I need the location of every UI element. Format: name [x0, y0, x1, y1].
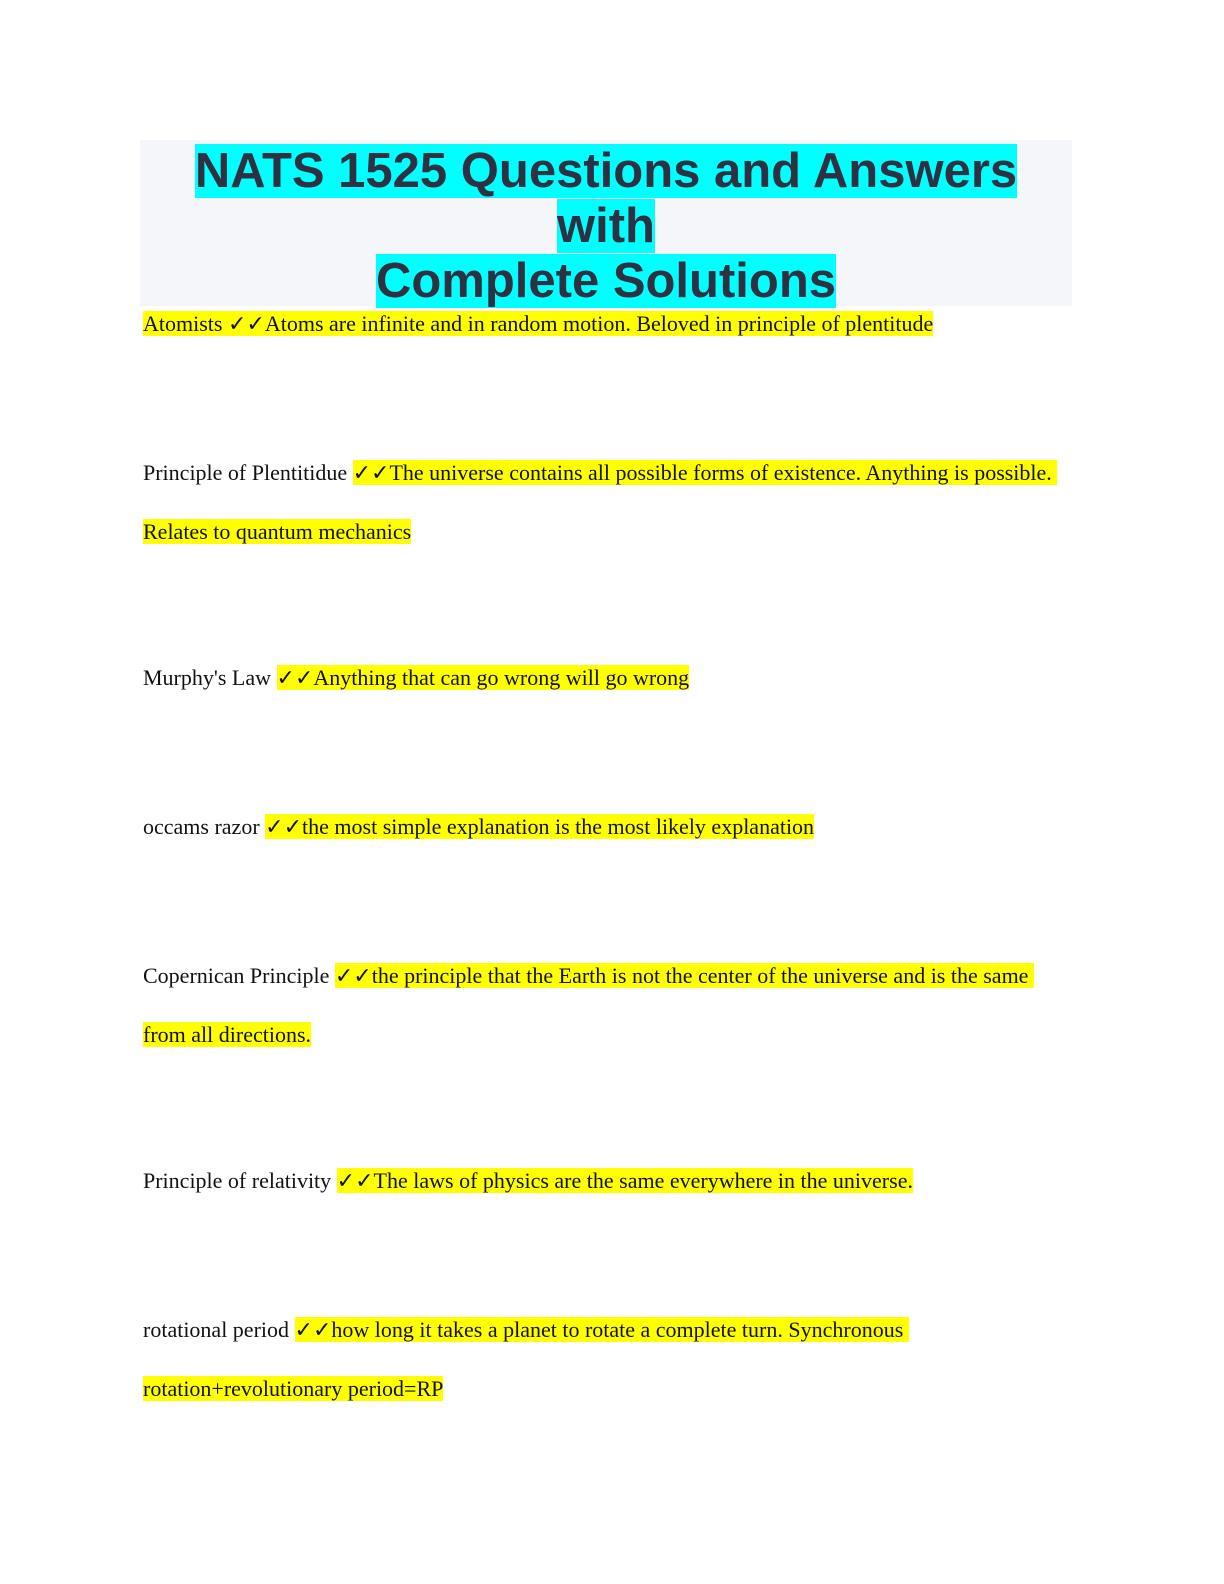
entry-atomists [143, 294, 1063, 353]
entry-definition: Anything that can go wrong will go wrong [313, 665, 690, 690]
check-icon: ✓✓ [276, 665, 314, 690]
entry-term: Principle of relativity [143, 1168, 332, 1193]
entry-definition: the most simple explanation is the most likely explanation [302, 814, 815, 839]
check-icon: ✓✓ [265, 814, 303, 839]
entry-occams-razor [143, 797, 1063, 856]
title-line-1: NATS 1525 Questions and Answers with [194, 144, 1018, 253]
check-icon: ✓✓ [334, 963, 372, 988]
entry-term: Principle of Plentitidue [143, 460, 348, 485]
title-line-2: Complete Solutions [375, 254, 837, 308]
entry-definition: the principle that the Earth is not the center of the universe and is the same from all directions. [143, 963, 1034, 1047]
entry-term: occams razor [143, 814, 260, 839]
entry-term: Atomists [143, 311, 223, 336]
entry-murphys-law [143, 648, 1063, 707]
check-icon: ✓✓ [336, 1168, 374, 1193]
entry-definition: The laws of physics are the same everywhere in the universe. [373, 1168, 913, 1193]
title-box [140, 140, 1072, 306]
entry-term: Murphy's Law [143, 665, 272, 690]
entry-principle-of-plentitude [143, 443, 1063, 561]
entry-term: Copernican Principle [143, 963, 330, 988]
entry-definition: The universe contains all possible forms of existence. Anything is possible. Relates to quantum mechanics [143, 460, 1058, 544]
entry-definition: Atoms are infinite and in random motion. Beloved in principle of plentitude [264, 311, 934, 336]
entry-copernican-principle [143, 946, 1063, 1064]
check-icon: ✓✓ [294, 1317, 332, 1342]
entry-term: rotational period [143, 1317, 290, 1342]
entry-rotational-period [143, 1300, 1063, 1418]
page-title [140, 140, 1072, 309]
check-icon: ✓✓ [352, 460, 390, 485]
entry-definition: how long it takes a planet to rotate a complete turn. Synchronous rotation+revolutionary period=RP [143, 1317, 909, 1401]
entry-principle-of-relativity [143, 1151, 1063, 1210]
check-icon: ✓✓ [227, 311, 265, 336]
